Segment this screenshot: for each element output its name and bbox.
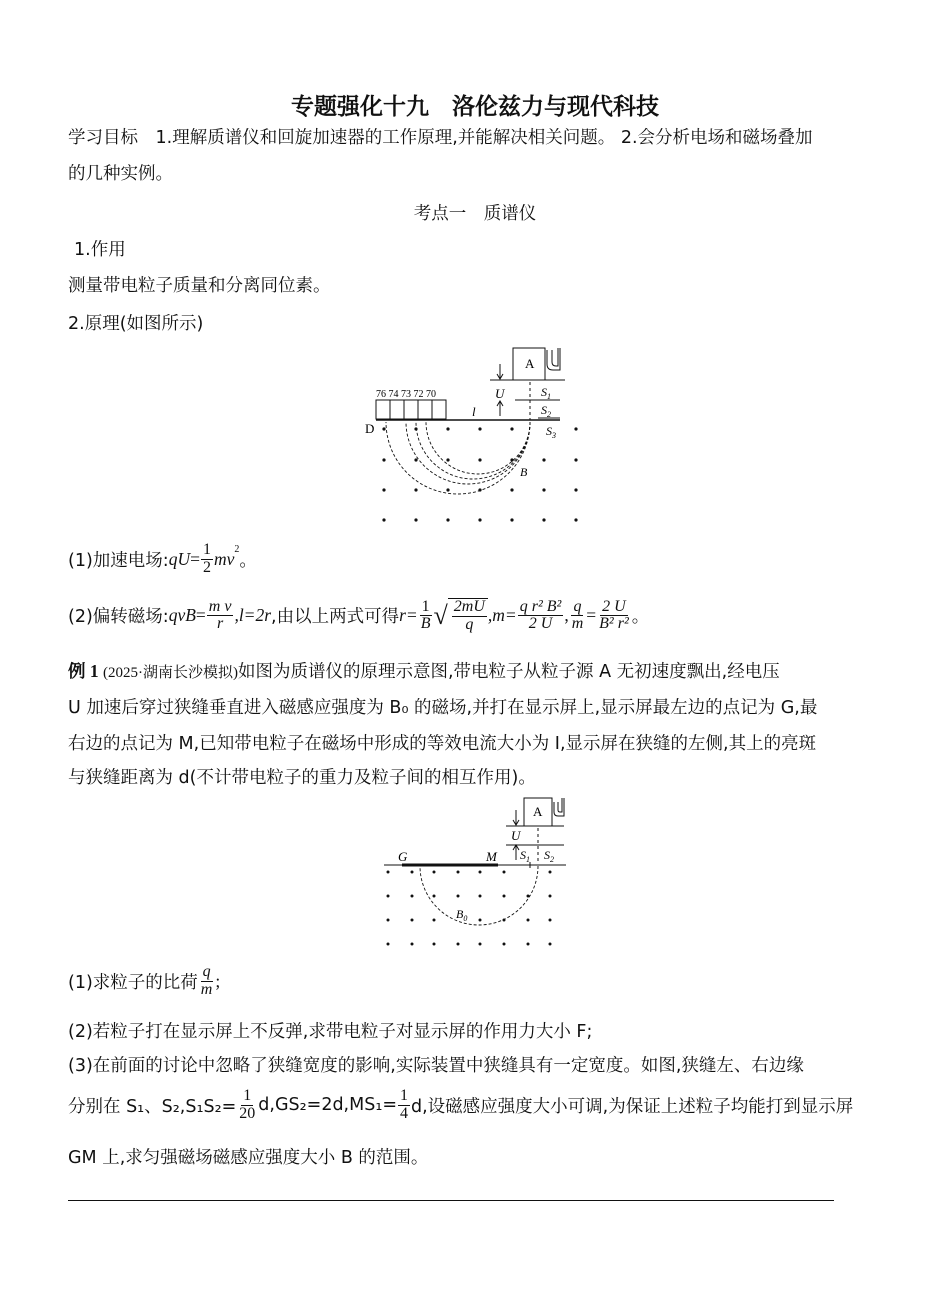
fig2-label-B0: $B_0$ xyxy=(456,907,468,923)
scale-boxes xyxy=(376,400,446,419)
example-source: (2025·湖南长沙模拟) xyxy=(103,665,238,681)
formula2-prefix: (2)偏转磁场: xyxy=(68,607,169,628)
objectives-text1: 1.理解质谱仪和回旋加速器的工作原理,并能解决相关问题。 2.会分析电场和磁场叠加 xyxy=(155,128,813,148)
example-label: 例 1 xyxy=(68,661,99,681)
fig2-label-S1: $S_1$ xyxy=(520,848,530,864)
item2-title: 2.原理(如图所示) xyxy=(68,314,204,334)
example-figure xyxy=(380,796,580,952)
fraction-mv2-r: $\frac{\text{m v}}{r}$ xyxy=(208,597,232,633)
example-line3: 右边的点记为 M,已知带电粒子在磁场中形成的等效电流大小为 I,显示屏在狭缝的左侧,其上的亮斑 xyxy=(68,734,817,754)
bottom-rule xyxy=(68,1200,834,1201)
label-S1: $S_1$ xyxy=(541,385,551,401)
formula1-prefix: (1)加速电场: xyxy=(68,550,169,571)
label-U: U xyxy=(495,386,505,401)
objectives-line2: 的几种实例。 xyxy=(68,164,173,184)
question-3-line1: (3)在前面的讨论中忽略了狭缝宽度的影响,实际装置中狭缝具有一定宽度。如图,狭缝左、右边缘 xyxy=(68,1056,804,1076)
fig2-field-dots xyxy=(387,871,552,946)
question-3-line2: 分别在 S₁、S₂,S₁S₂= $\frac{1}{20}$ d,GS₂=2d,MS₁= $\frac{1}{4}$ d,设磁感应强度大小可调,为保证上述粒子均能打到显示屏 xyxy=(68,1087,854,1122)
fraction-q-m: $\frac{q}{m}$ xyxy=(200,963,213,998)
item1-title: 1.作用 xyxy=(74,240,126,260)
formula-deflection: (2)偏转磁场: qvB = $\frac{\text{m v}}{r}$ ,l=2r ,由以上两式可得 r= $\frac{1}{B}$ √ $\frac{2mU}{q}$ ,m= $\frac{\text{q r² B²}}{2 U}$ , $\frac{q}{m}$ = $\frac{2 U}{\text{B² r²}}$ 。 xyxy=(68,597,650,633)
formula1-rhs: mv xyxy=(213,548,235,569)
question-1: (1)求粒子的比荷 $\frac{q}{m}$ ; xyxy=(68,963,221,998)
item1-text: 测量带电粒子质量和分离同位素。 xyxy=(68,276,331,296)
fraction-half: $\frac{1}{2}$ xyxy=(202,541,211,576)
example-line2: U 加速后穿过狭缝垂直进入磁感应强度为 B₀ 的磁场,并打在显示屏上,显示屏最左边的点记为 G,最 xyxy=(68,698,818,718)
sqrt-expression: √ $\frac{2mU}{q}$ xyxy=(434,598,488,634)
formula1-lhs: qU xyxy=(168,548,191,569)
label-S2: $S_2$ xyxy=(541,403,551,419)
scale-labels: 76 74 73 72 70 xyxy=(376,389,436,400)
section-heading: 考点一 质谱仪 xyxy=(413,204,537,224)
question-3-line3: GM 上,求匀强磁场磁感应强度大小 B 的范围。 xyxy=(68,1148,429,1168)
magnetic-field-dots xyxy=(382,427,577,521)
page-title: 专题强化十九 洛伦兹力与现代科技 xyxy=(291,94,659,120)
example-line4: 与狭缝距离为 d(不计带电粒子的重力及粒子间的相互作用)。 xyxy=(68,768,536,788)
label-l: l xyxy=(472,404,476,419)
fig2-label-A: A xyxy=(533,804,543,819)
fig2-label-U: U xyxy=(511,828,521,843)
fig2-label-S2: $S_2$ xyxy=(544,848,554,864)
label-D: D xyxy=(365,421,375,436)
formula-acceleration: (1)加速电场: qU = $\frac{1}{2}$ mv $^2$ 。 xyxy=(68,541,257,576)
formula1-eq: = xyxy=(190,548,200,569)
label-S3: $S_3$ xyxy=(546,424,556,440)
question-2: (2)若粒子打在显示屏上不反弹,求带电粒子对显示屏的作用力大小 F; xyxy=(68,1022,593,1042)
mass-spectrometer-figure xyxy=(360,340,590,530)
fig2-label-M: M xyxy=(486,849,497,864)
fig2-label-G: G xyxy=(398,849,408,864)
example-line1: 例 1 (2025·湖南长沙模拟)如图为质谱仪的原理示意图,带电粒子从粒子源 A 无初速度飘出,经电压 xyxy=(68,661,780,682)
label-B: B xyxy=(520,465,528,479)
objectives-label: 学习目标 xyxy=(68,128,138,148)
label-A: A xyxy=(525,356,535,371)
objectives-line1 xyxy=(68,124,813,149)
